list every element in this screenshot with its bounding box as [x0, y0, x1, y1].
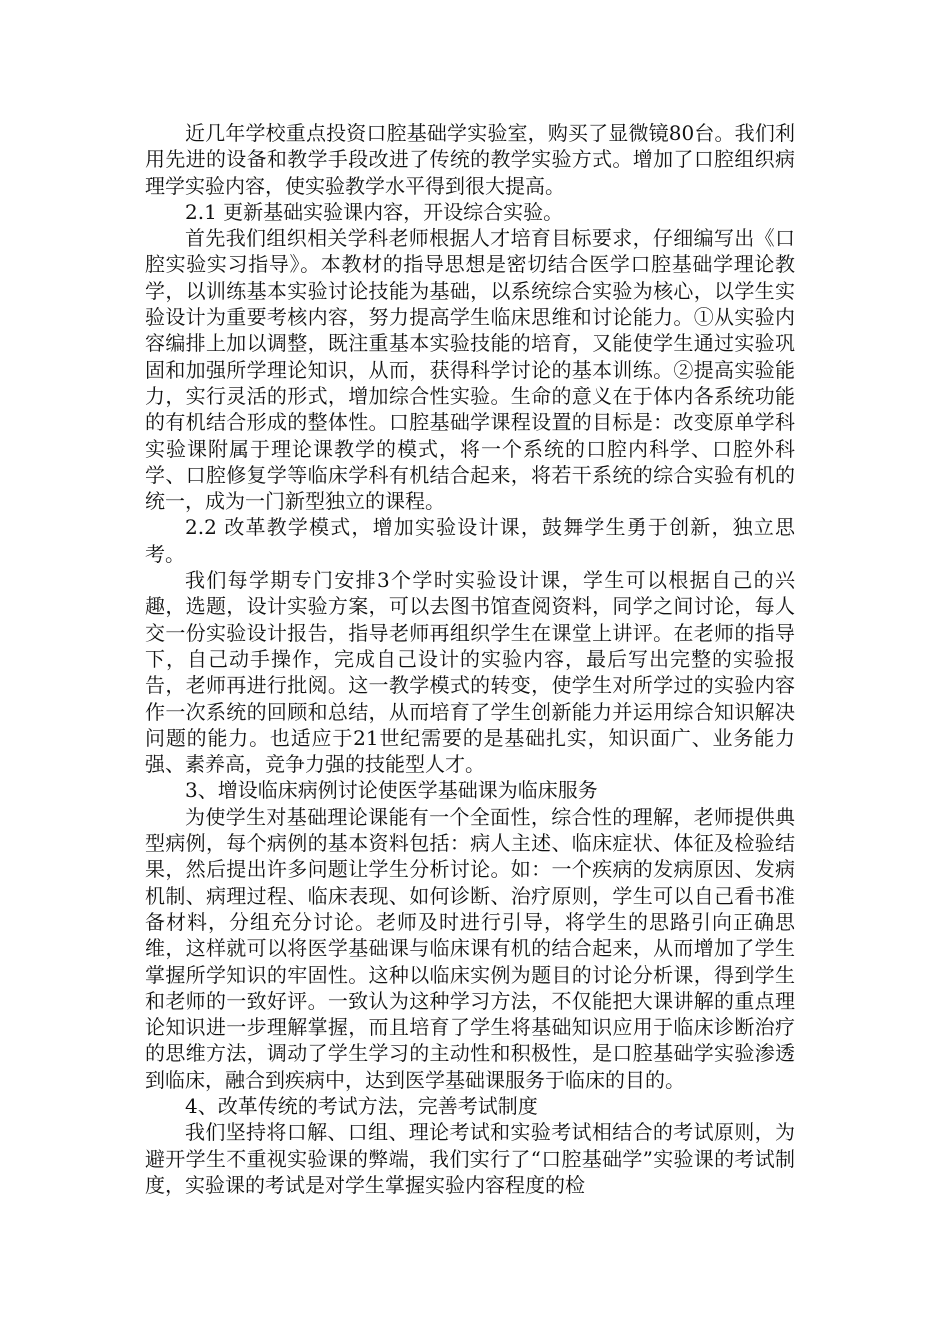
paragraph-clinical-cases: 为使学生对基础理论课能有一个全面性，综合性的理解，老师提供典型病例，每个病例的基本资料包括：病人主述、临床症状、体征及检验结果，然后提出许多问题让学生分析讨论。如：一个疾病的发病原因、发病机制、病理过程、临床表现、如何诊断、治疗原则，学生可以自己看书准备材料，分组充分讨论。老师及时进行引导，将学生的思路引向正确思维，这样就可以将医学基础课与临床课有机的结合起来，从而增加了学生掌握所学知识的牢固性。这种以临床实例为题目的讨论分析课，得到学生和老师的一致好评。一致认为这种学习方法，不仅能把大课讲解的重点理论知识进一步理解掌握，而且培育了学生将基础知识应用于临床诊断治疗的思维方法，调动了学生学习的主动性和积极性，是口腔基础学实验渗透到临床，融合到疾病中，达到医学基础课服务于临床的目的。	[145, 804, 795, 1092]
section-heading-3: 3、增设临床病例讨论使医学基础课为临床服务	[185, 778, 598, 803]
paragraph-exam-reform: 我们坚持将口解、口组、理论考试和实验考试相结合的考试原则，为避开学生不重视实验课的弊端，我们实行了“口腔基础学”实验课的考试制度，实验课的考试是对学生掌握实验内容程度的检	[145, 1120, 795, 1197]
document-page	[145, 120, 795, 1198]
paragraph-experiment-design: 我们每学期专门安排3个学时实验设计课，学生可以根据自己的兴趣，选题，设计实验方案，可以去图书馆查阅资料，同学之间讨论，每人交一份实验设计报告，指导老师再组织学生在课堂上讲评。在老师的指导下，自己动手操作，完成自己设计的实验内容，最后写出完整的实验报告，老师再进行批阅。这一教学模式的转变，使学生对所学过的实验内容作一次系统的回顾和总结，从而培育了学生创新能力并运用综合知识解决问题的能力。也适应于21世纪需要的是基础扎实，知识面广、业务能力强、素养高，竞争力强的技能型人才。	[145, 568, 795, 777]
section-heading-2-2: 2.2 改革教学模式，增加实验设计课，鼓舞学生勇于创新，独立思考。	[145, 515, 795, 566]
section-heading-2-1: 2.1 更新基础实验课内容，开设综合实验。	[185, 199, 564, 224]
section-heading-4: 4、改革传统的考试方法，完善考试制度	[185, 1093, 538, 1118]
paragraph-lab-guide: 首先我们组织相关学科老师根据人才培育目标要求，仔细编写出《口腔实验实习指导》。本教材的指导思想是密切结合医学口腔基础学理论教学，以训练基本实验讨论技能为基础，以系统综合实验为核心，以学生实验设计为重要考核内容，努力提高学生临床思维和讨论能力。①从实验内容编排上加以调整，既注重基本实验技能的培育，又能使学生通过实验巩固和加强所学理论知识，从而，获得科学讨论的基本训练。②提高实验能力，实行灵活的形式，增加综合性实验。生命的意义在于体内各系统功能的有机结合形成的整体性。口腔基础学课程设置的目标是：改变原单学科实验课附属于理论课教学的模式，将一个系统的口腔内科学、口腔外科学、口腔修复学等临床学科有机结合起来，将若干系统的综合实验有机的统一，成为一门新型独立的课程。	[145, 226, 795, 514]
paragraph-lab-investment: 近几年学校重点投资口腔基础学实验室，购买了显微镜80台。我们利用先进的设备和教学手段改进了传统的教学实验方式。增加了口腔组织病理学实验内容，使实验教学水平得到很大提高。	[145, 121, 795, 198]
